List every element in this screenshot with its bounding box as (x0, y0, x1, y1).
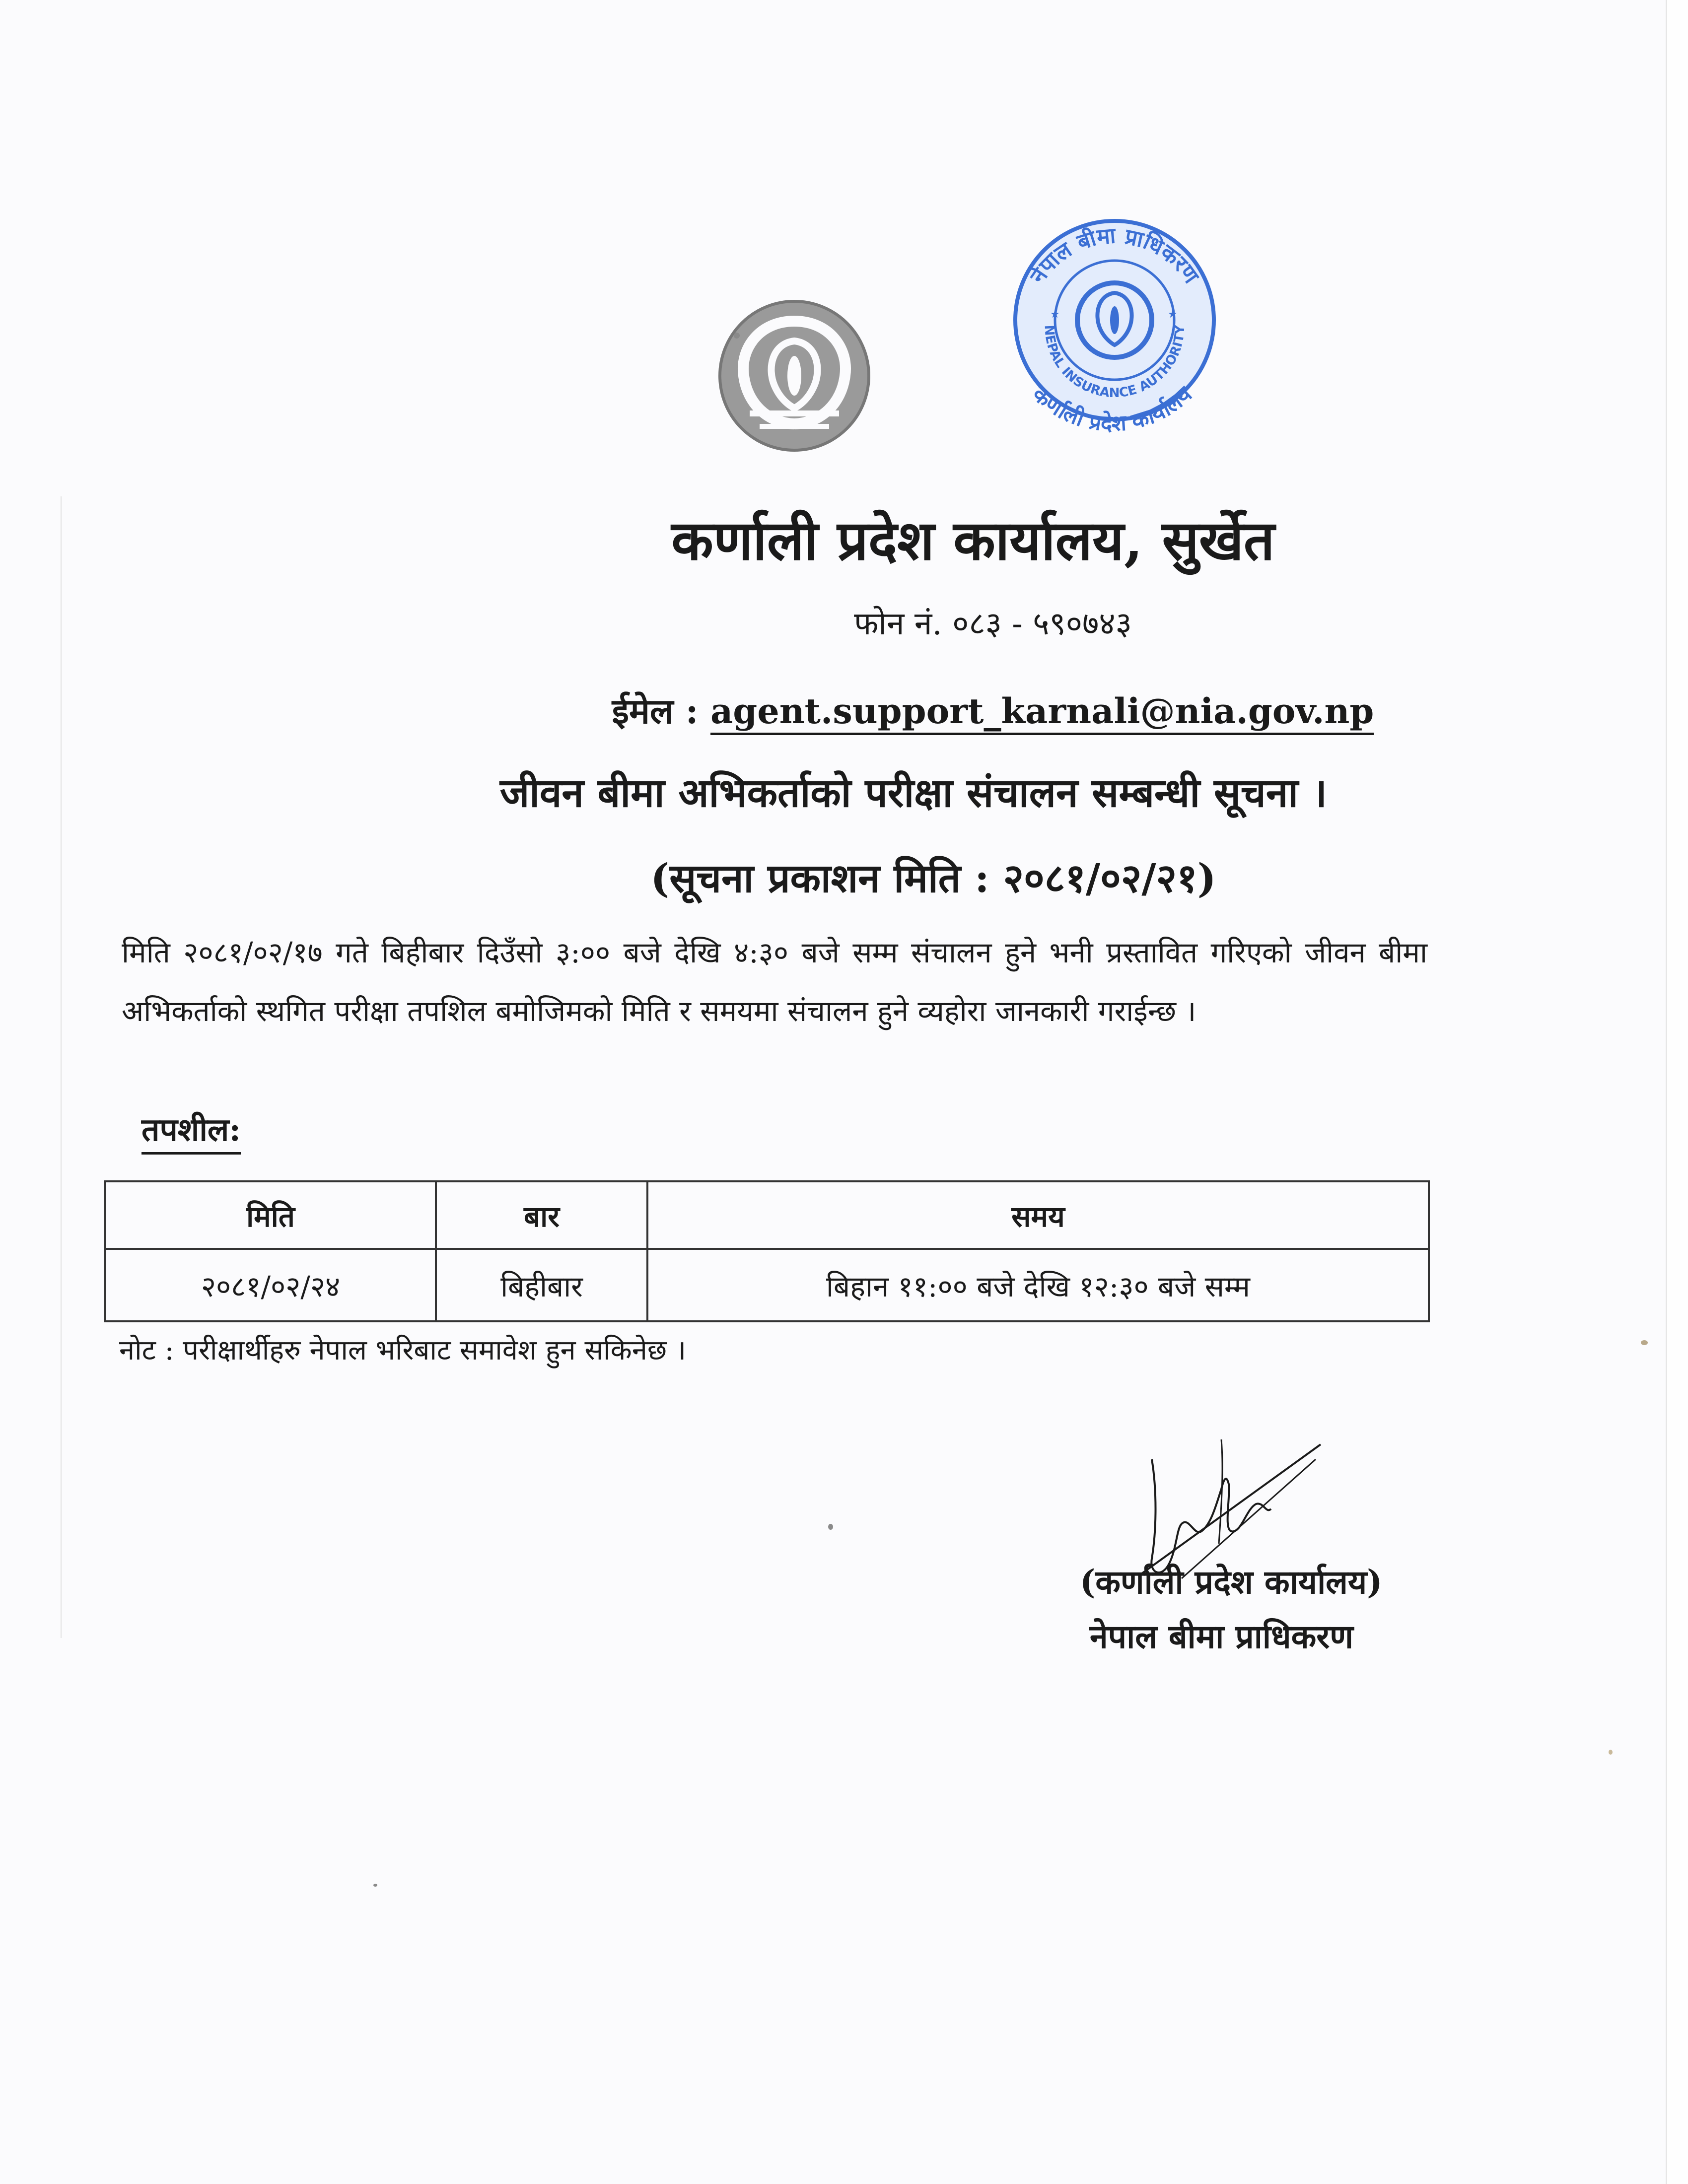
email-label: ईमेल : (612, 690, 710, 732)
phone-number: फोन नं. ०८३ - ५९०७४३ (854, 606, 1132, 642)
notice-body: मिति २०८१/०२/१७ गते बिहीबार दिउँसो ३:०० बजे देखि ४:३० बजे सम्म संचालन हुने भनी प्रस्तावित गरिएको जीवन बीमा अभिकर्ताको स्थगित परीक्षा तपशिल बमोजिमको मिति र समयमा संचालन हुने व्यहोरा जानकारी गराईन्छ । (122, 936, 1427, 1028)
column-header-day: बार (436, 1181, 647, 1249)
table-row (105, 1249, 1429, 1321)
cell-time: बिहान ११:०० बजे देखि १२:३० बजे सम्म (647, 1249, 1429, 1321)
signatory-office: (कर्णाली प्रदेश कार्यालय) (1080, 1563, 1383, 1601)
schedule-heading: तपशील: (141, 1107, 241, 1155)
cell-day: बिहीबार (436, 1249, 647, 1321)
notice-subject: जीवन बीमा अभिकर्ताको परीक्षा संचालन सम्बन्धी सूचना । (499, 769, 1328, 816)
schedule-table (104, 1180, 1430, 1322)
scan-page-edge (1666, 0, 1688, 2184)
cell-date: २०८१/०२/२४ (105, 1249, 436, 1321)
scan-speck (828, 1524, 833, 1530)
scan-speck (1609, 1750, 1613, 1755)
column-header-time: समय (647, 1181, 1429, 1249)
office-title: कर्णाली प्रदेश कार्यालय, सुर्खेत (671, 508, 1275, 572)
svg-text:NEPAL INSURANCE AUTHORITY: NEPAL INSURANCE AUTHORITY (1041, 325, 1188, 401)
column-header-date: मिति (105, 1181, 436, 1249)
authority-seal-stamp (983, 194, 1241, 462)
scan-speck (734, 333, 740, 339)
email-line (149, 686, 1688, 734)
table-header-row (105, 1181, 1429, 1249)
svg-text:★: ★ (1168, 308, 1178, 321)
schedule-note: नोट : परीक्षार्थीहरु नेपाल भरिबाट समावेश हुन सकिनेछ । (119, 1334, 687, 1366)
publication-date: (सूचना प्रकाशन मिति : २०८१/०२/२१) (650, 855, 1216, 901)
svg-text:★: ★ (1050, 308, 1060, 321)
scan-speck (1641, 1340, 1648, 1345)
signatory-organization: नेपाल बीमा प्राधिकरण (1090, 1617, 1353, 1656)
email-address: agent.support_karnali@nia.gov.np (710, 690, 1374, 735)
svg-text:नेपाल बीमा प्राधिकरण: नेपाल बीमा प्राधिकरण (1025, 223, 1204, 288)
nia-logo-icon (715, 294, 874, 458)
scan-speck (373, 1884, 377, 1887)
svg-text:कर्णाली प्रदेश कार्यालय: कर्णाली प्रदेश कार्यालय (1027, 381, 1197, 437)
scan-margin-line (61, 496, 62, 1638)
